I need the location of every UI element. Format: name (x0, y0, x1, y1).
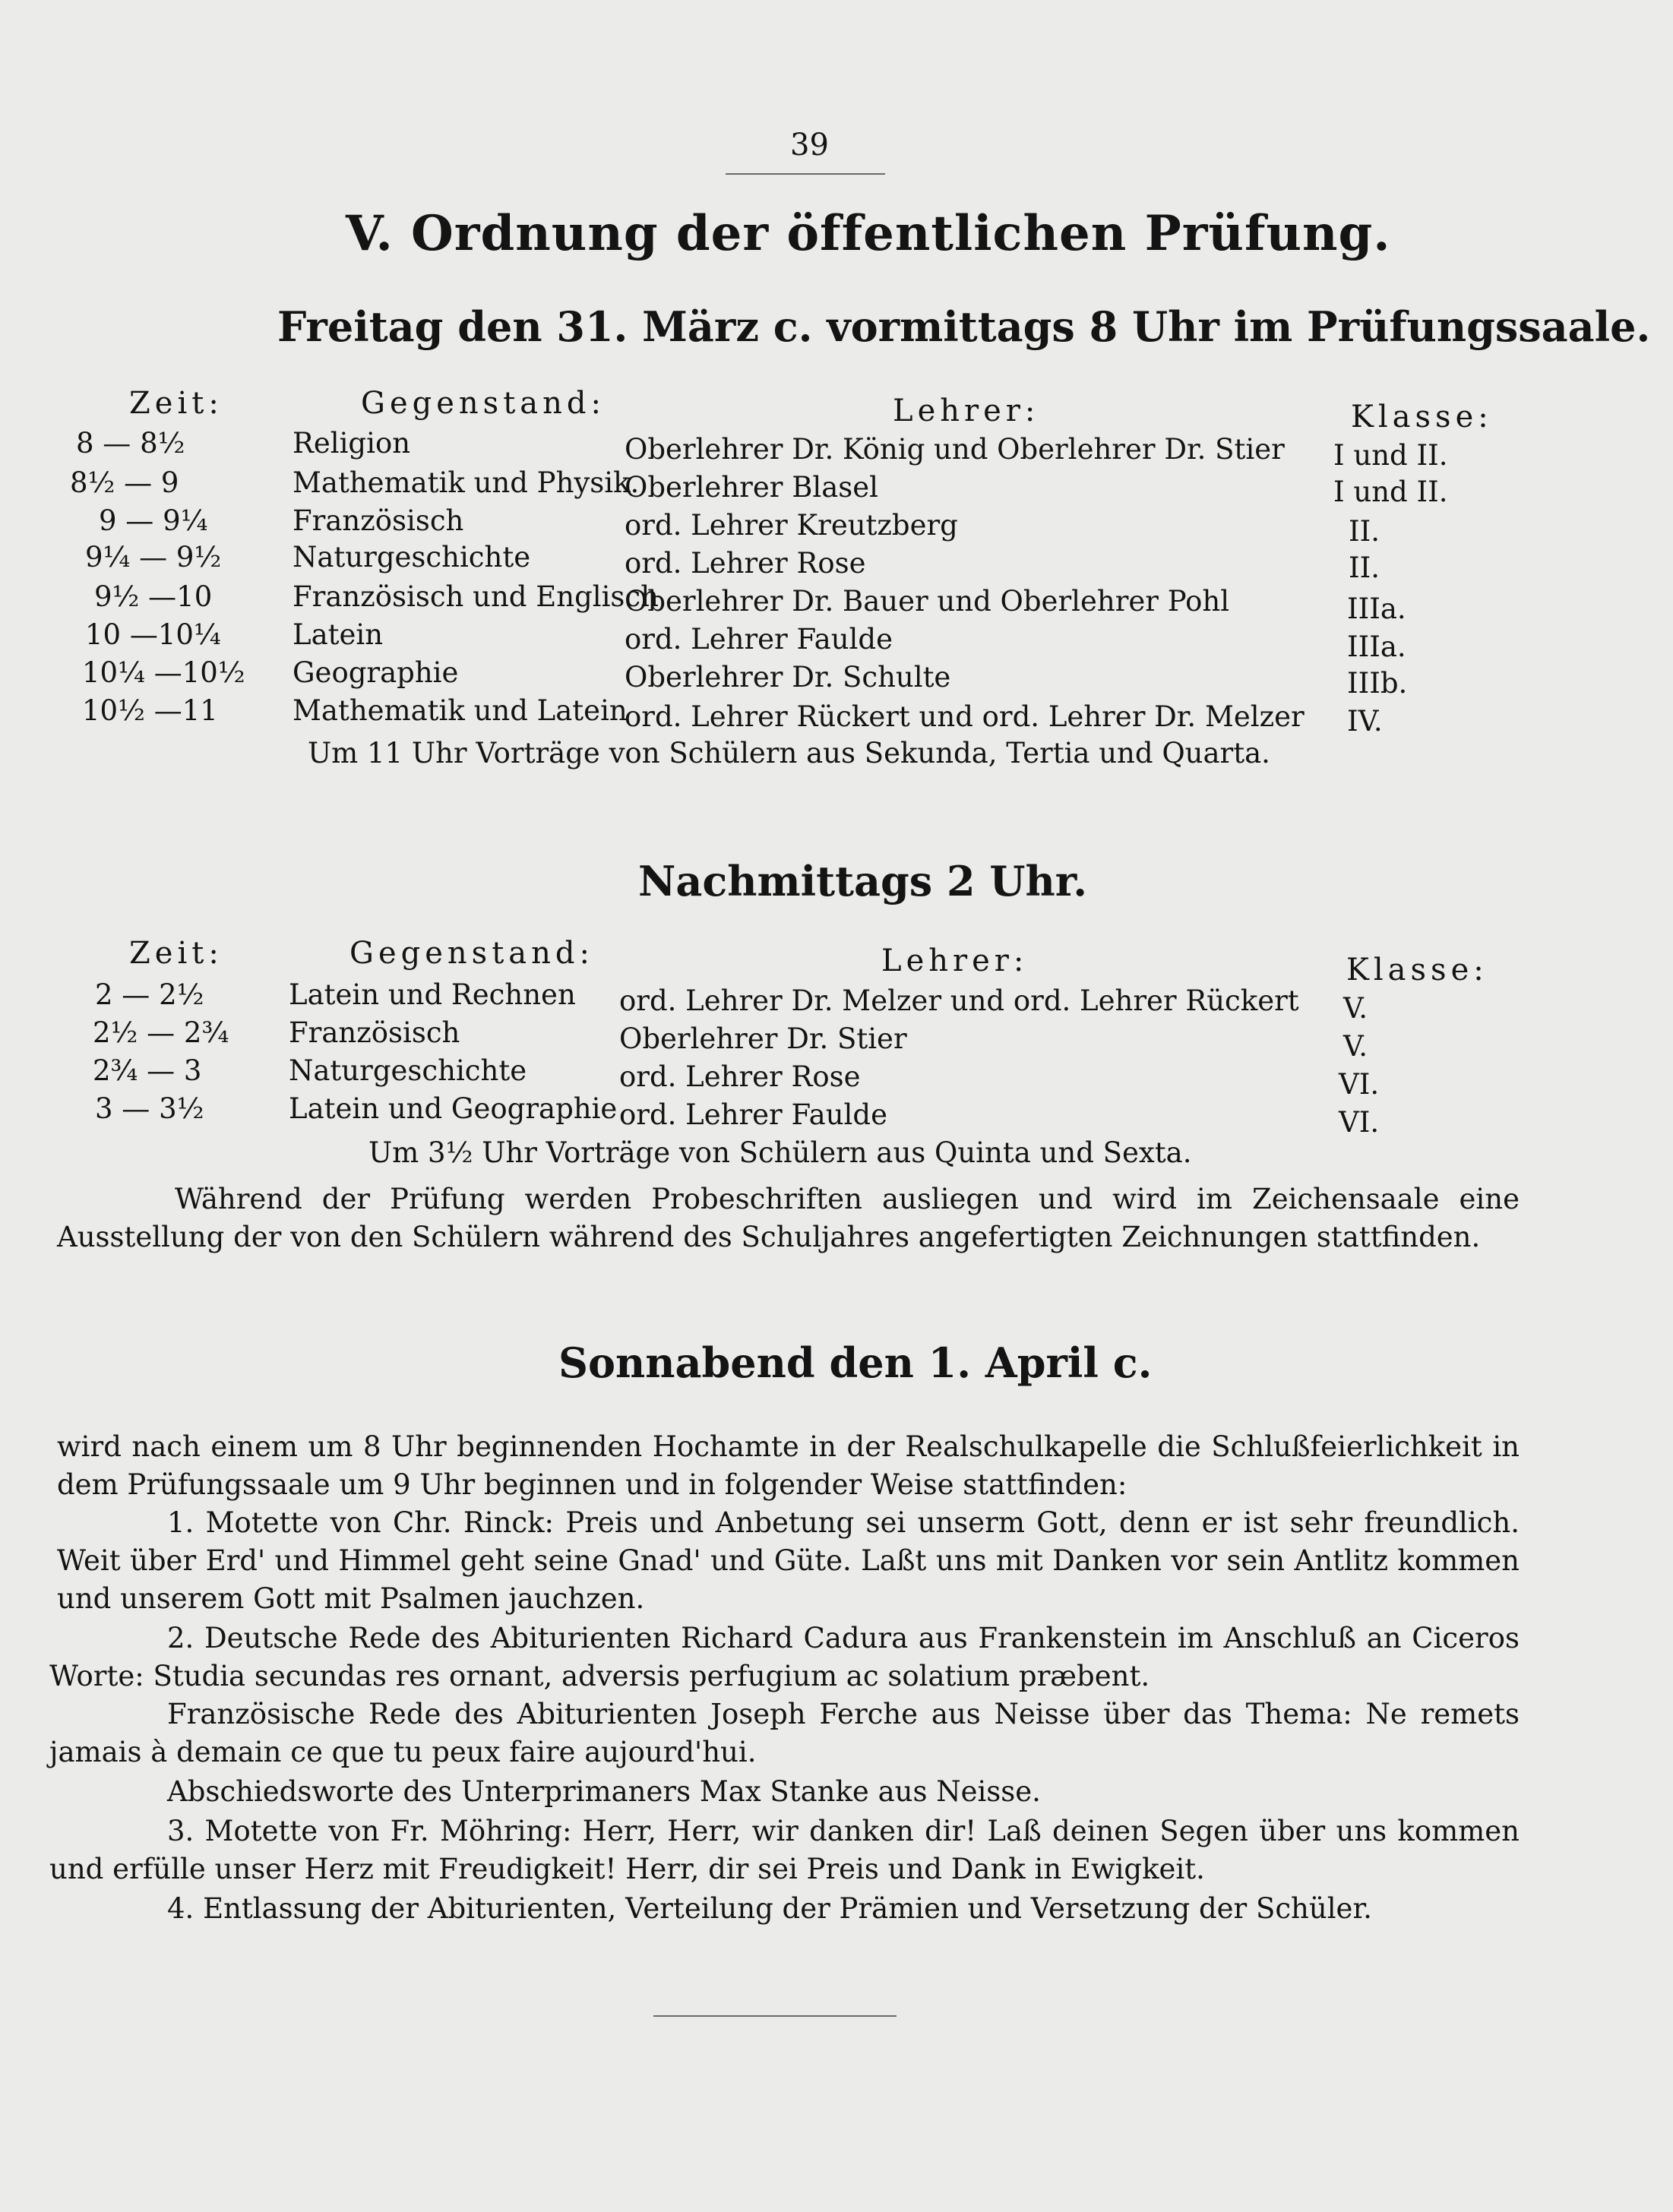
friday-row-1-teacher: Oberlehrer Dr. König und Oberlehrer Dr. Stier (625, 433, 1285, 466)
top-divider (726, 173, 885, 175)
afternoon-row-3-teacher: ord. Lehrer Rose (619, 1060, 861, 1093)
friday-row-6-klasse: IIIa. (1347, 630, 1406, 663)
friday-header-klasse: Klasse: (1351, 400, 1493, 434)
afternoon-note: Um 3½ Uhr Vorträge von Schülern aus Quinta und Sexta. (368, 1136, 1192, 1169)
afternoon-row-2-time: 2½ — 2¾ (93, 1016, 229, 1049)
friday-row-5-teacher: Oberlehrer Dr. Bauer und Oberlehrer Pohl (625, 585, 1230, 618)
section-title: V. Ordnung der öffentlichen Prüfung. (346, 205, 1391, 262)
afternoon-header-gegenstand: Gegenstand: (349, 936, 594, 971)
friday-row-8-subject: Mathematik und Latein (293, 694, 628, 727)
friday-row-5-time: 9½ —10 (94, 580, 213, 613)
afternoon-row-3-klasse: VI. (1339, 1068, 1380, 1101)
friday-row-6-teacher: ord. Lehrer Faulde (625, 623, 893, 656)
friday-row-2-subject: Mathematik und Physik. (293, 466, 640, 499)
program-item-french-speech: Französische Rede des Abiturienten Joseph Ferche aus Neisse über das Thema: Ne remets jamais à demain ce que tu peux faire aujourd'hui. (49, 1698, 1520, 1768)
bottom-divider (653, 2015, 897, 2017)
program-item-farewell: Abschiedsworte des Unterprimaners Max Stanke aus Neisse. (167, 1775, 1041, 1808)
afternoon-row-2-subject: Französisch (289, 1016, 460, 1049)
saturday-heading: Sonnabend den 1. April c. (558, 1338, 1153, 1387)
afternoon-row-4-klasse: VI. (1339, 1106, 1380, 1139)
afternoon-row-1-teacher: ord. Lehrer Dr. Melzer und ord. Lehrer Rückert (619, 984, 1299, 1017)
afternoon-row-2-klasse: V. (1343, 1030, 1368, 1063)
friday-row-3-teacher: ord. Lehrer Kreutzberg (625, 509, 958, 542)
friday-row-3-subject: Französisch (293, 504, 464, 537)
friday-row-8-time: 10½ —11 (82, 694, 218, 727)
afternoon-row-4-time: 3 — 3½ (95, 1092, 204, 1125)
friday-header-gegenstand: Gegenstand: (361, 386, 606, 421)
afternoon-row-3-time: 2¾ — 3 (93, 1054, 202, 1087)
friday-row-4-teacher: ord. Lehrer Rose (625, 547, 866, 580)
friday-row-8-klasse: IV. (1347, 705, 1383, 738)
afternoon-row-4-teacher: ord. Lehrer Faulde (619, 1098, 887, 1131)
friday-row-7-time: 10¼ —10½ (82, 656, 245, 689)
friday-row-2-klasse: I und II. (1333, 476, 1448, 508)
friday-row-8-teacher: ord. Lehrer Rückert und ord. Lehrer Dr. Melzer (625, 700, 1305, 733)
friday-row-1-klasse: I und II. (1333, 439, 1448, 472)
program-item-2: 2. Deutsche Rede des Abiturienten Richard Cadura aus Frankenstein im Anschluß an Ciceros Worte: Studia secundas res ornant, adversis perfugium ac solatium præbent. (49, 1622, 1520, 1692)
program-item-1: 1. Motette von Chr. Rinck: Preis und Anbetung sei unserm Gott, denn er ist sehr freundlich. Weit über Erd' und Himmel geht seine Gnad' und Güte. Laßt uns mit Danken vor sein Antlitz kommen und unserem Gott mit Psalmen jauchzen. (57, 1506, 1520, 1615)
friday-row-3-klasse: II. (1349, 515, 1380, 548)
friday-heading: Freitag den 31. März c. vormittags 8 Uhr im Prüfungssaale. (277, 302, 1651, 351)
afternoon-row-1-subject: Latein und Rechnen (289, 978, 576, 1011)
saturday-intro: wird nach einem um 8 Uhr beginnenden Hochamte in der Realschulkapelle die Schlußfeierlichkeit in dem Prüfungssaale um 9 Uhr beginnen und in folgender Weise stattfinden: (57, 1430, 1520, 1501)
friday-row-1-subject: Religion (293, 427, 411, 460)
friday-note: Um 11 Uhr Vorträge von Schülern aus Sekunda, Tertia und Quarta. (308, 737, 1270, 769)
afternoon-row-4-subject: Latein und Geographie (289, 1092, 618, 1125)
friday-row-7-subject: Geographie (293, 656, 459, 689)
friday-row-4-subject: Naturgeschichte (293, 541, 531, 574)
afternoon-header-klasse: Klasse: (1346, 953, 1488, 988)
afternoon-header-lehrer: Lehrer: (881, 943, 1029, 978)
exhibition-paragraph: Während der Prüfung werden Probeschriften ausliegen und wird im Zeichensaale eine Ausstellung der von den Schülern während des Schuljahres angefertigten Zeichnungen stattfinden. (57, 1183, 1520, 1253)
program-item-4: 4. Entlassung der Abiturienten, Verteilung der Prämien und Versetzung der Schüler. (167, 1892, 1372, 1925)
afternoon-row-1-klasse: V. (1343, 992, 1368, 1025)
friday-row-2-teacher: Oberlehrer Blasel (625, 471, 878, 504)
friday-row-1-time: 8 — 8½ (76, 427, 185, 460)
afternoon-row-1-time: 2 — 2½ (95, 978, 204, 1011)
friday-row-7-klasse: IIIb. (1347, 667, 1408, 700)
afternoon-heading: Nachmittags 2 Uhr. (638, 857, 1087, 905)
friday-row-4-klasse: II. (1349, 551, 1380, 584)
friday-row-4-time: 9¼ — 9½ (85, 541, 222, 574)
friday-header-zeit: Zeit: (129, 386, 223, 421)
friday-row-5-klasse: IIIa. (1347, 592, 1406, 625)
friday-row-3-time: 9 — 9¼ (99, 504, 208, 537)
afternoon-row-3-subject: Naturgeschichte (289, 1054, 527, 1087)
friday-row-6-subject: Latein (293, 618, 384, 651)
afternoon-header-zeit: Zeit: (129, 936, 223, 971)
friday-header-lehrer: Lehrer: (893, 393, 1040, 428)
page-number: 39 (790, 128, 829, 163)
friday-row-2-time: 8½ — 9 (70, 466, 179, 499)
friday-row-6-time: 10 —10¼ (85, 618, 221, 651)
friday-row-7-teacher: Oberlehrer Dr. Schulte (625, 661, 951, 694)
afternoon-row-2-teacher: Oberlehrer Dr. Stier (619, 1022, 907, 1055)
program-item-3: 3. Motette von Fr. Möhring: Herr, Herr, wir danken dir! Laß deinen Segen über uns kommen und erfülle unser Herz mit Freudigkeit! Herr, dir sei Preis und Dank in Ewigkeit. (49, 1815, 1520, 1885)
friday-row-5-subject: Französisch und Englisch (293, 580, 659, 613)
